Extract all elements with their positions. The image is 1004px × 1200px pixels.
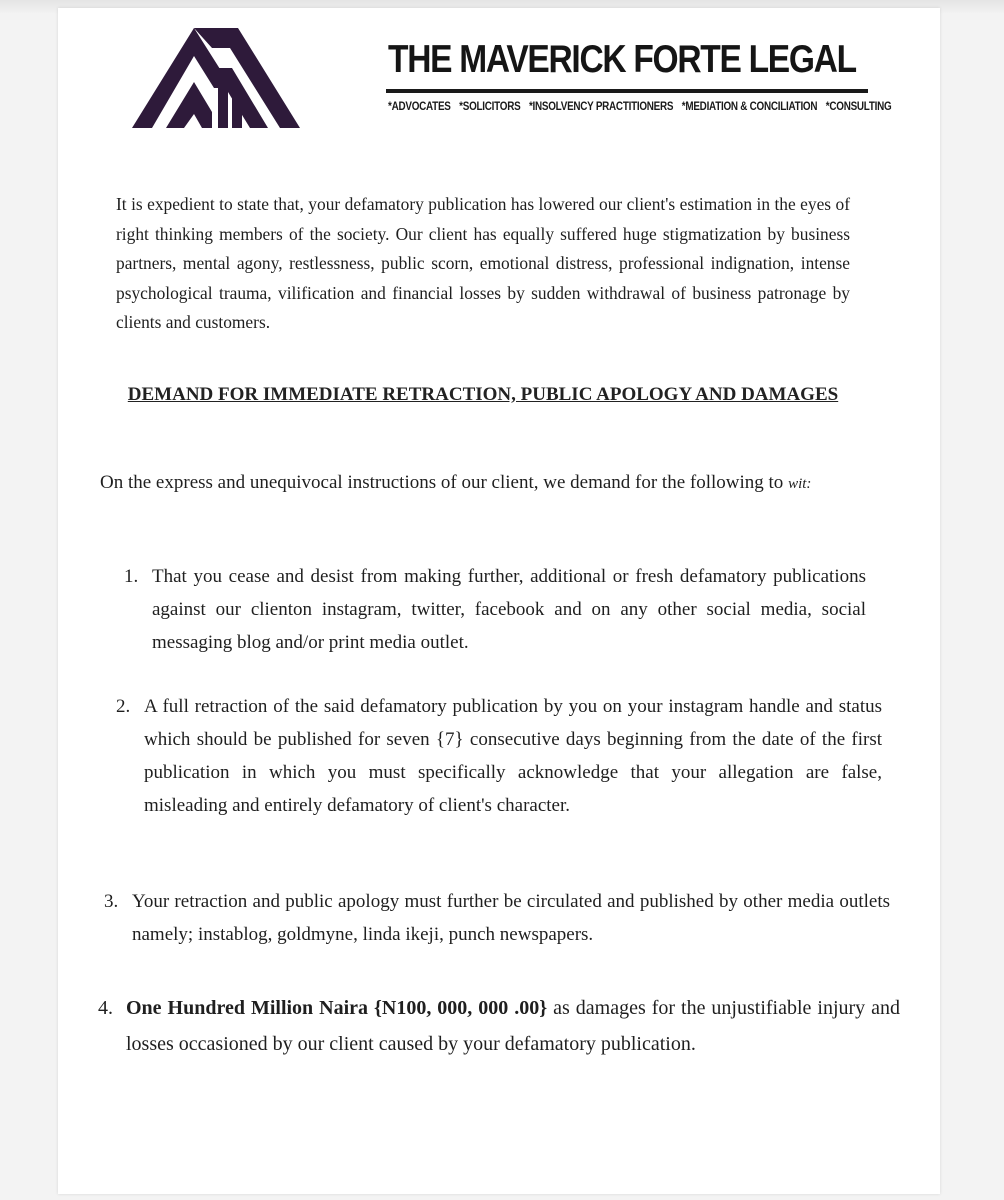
services-line xyxy=(388,101,892,113)
section-heading: DEMAND FOR IMMEDIATE RETRACTION, PUBLIC APOLOGY AND DAMAGES xyxy=(127,384,839,405)
item-number: 4. xyxy=(98,997,113,1019)
damages-amount: One Hundred Million Naira {N100, 000, 000 .00} xyxy=(126,997,548,1019)
intro-wit: wit: xyxy=(788,476,812,492)
item-number: 3. xyxy=(104,891,119,912)
service-item: *MEDIATION & CONCILIATION xyxy=(681,101,818,113)
damages-paragraph: It is expedient to state that, your defamatory publication has lowered our client's estimation in the eyes of right thinking members of the society. Our client has equally suffered huge stigmatization by business partners, mental agony, restlessness, public scorn, emotional distress, professional indignation, intense psychological trauma, vilification and financial losses by sudden withdrawal of business patronage by clients and customers. xyxy=(116,194,850,332)
demand-item xyxy=(98,990,900,1062)
demand-intro xyxy=(100,468,856,499)
letterhead-rule xyxy=(386,89,868,93)
item-text: Your retraction and public apology must further be circulated and published by other media outlets namely; instablog, goldmyne, linda ikeji, punch newspapers. xyxy=(132,891,890,945)
item-text xyxy=(126,990,900,1062)
demand-item xyxy=(104,885,890,951)
item-text: That you cease and desist from making further, additional or fresh defamatory publications against our clienton instagram, twitter, facebook and on any other social media, social messaging blog and/or print media outlet. xyxy=(152,566,866,653)
service-item: *CONSULTING xyxy=(825,101,892,113)
demand-item xyxy=(116,690,882,822)
damages-text: as damages for the unjustifiable injury and losses occasioned by our client caused by your defamatory publication. xyxy=(126,997,901,1055)
demand-item xyxy=(124,560,866,659)
service-item: *SOLICITORS xyxy=(459,101,521,113)
service-item: *INSOLVENCY PRACTITIONERS xyxy=(528,101,674,113)
item-number: 2. xyxy=(116,696,131,717)
item-number: 1. xyxy=(124,566,139,587)
intro-text: On the express and unequivocal instructions of our client, we demand for the following to xyxy=(100,472,784,493)
firm-name: THE MAVERICK FORTE LEGAL xyxy=(388,38,856,81)
item-text: A full retraction of the said defamatory publication by you on your instagram handle and status which should be published for seven {7} consecutive days beginning from the date of the first publication in which you must specifically acknowledge that your allegation are false, misleading and entirely defamatory of client's character. xyxy=(144,696,882,816)
service-item: *ADVOCATES xyxy=(388,101,451,113)
firm-logo-icon xyxy=(132,28,300,132)
